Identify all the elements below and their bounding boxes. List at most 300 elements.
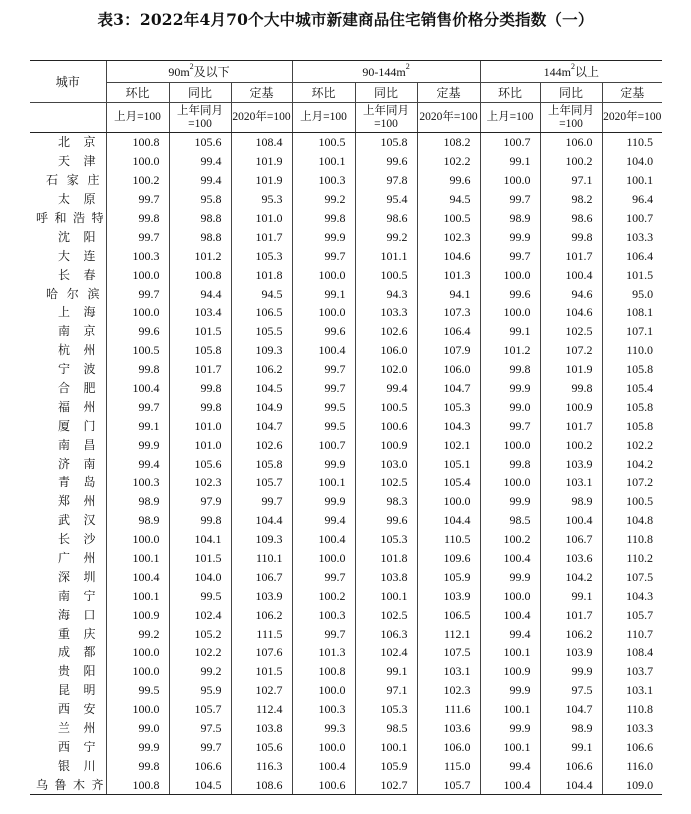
index-value-cell: 105.6	[231, 738, 292, 757]
index-value-cell: 104.6	[540, 303, 602, 322]
index-value-cell: 100.7	[480, 133, 540, 152]
city-name-cell: 海口	[58, 607, 96, 622]
index-value-cell: 99.1	[480, 322, 540, 341]
index-value-cell: 100.0	[106, 643, 169, 662]
index-value-cell: 105.6	[169, 454, 231, 473]
index-value-cell: 94.5	[417, 190, 480, 209]
index-value-cell: 100.5	[355, 265, 417, 284]
sub-header-fixed-base: 定基	[231, 83, 292, 103]
index-value-cell: 100.8	[292, 662, 355, 681]
index-value-cell: 99.2	[169, 662, 231, 681]
index-value-cell: 100.3	[106, 246, 169, 265]
index-value-cell: 103.0	[355, 454, 417, 473]
index-value-cell: 109.3	[231, 341, 292, 360]
index-value-cell: 99.6	[480, 284, 540, 303]
index-value-cell: 99.5	[292, 397, 355, 416]
index-value-cell: 99.7	[169, 738, 231, 757]
index-value-cell: 103.8	[231, 719, 292, 738]
index-value-cell: 95.9	[169, 681, 231, 700]
table-row	[30, 473, 662, 492]
index-value-cell: 100.1	[106, 549, 169, 568]
base-header-yoy: 上年同月=100	[169, 103, 231, 133]
index-value-cell: 99.7	[480, 416, 540, 435]
index-value-cell: 100.6	[292, 775, 355, 794]
index-value-cell: 98.8	[169, 209, 231, 228]
table-row	[30, 775, 662, 794]
index-value-cell: 100.0	[292, 303, 355, 322]
sub-header-mom: 环比	[106, 83, 169, 103]
index-value-cell: 100.4	[292, 756, 355, 775]
index-value-cell: 100.5	[602, 492, 662, 511]
index-value-cell: 103.9	[540, 454, 602, 473]
index-value-cell: 110.5	[602, 133, 662, 152]
index-value-cell: 101.9	[231, 171, 292, 190]
sub-header-yoy: 同比	[169, 83, 231, 103]
index-value-cell: 100.4	[106, 379, 169, 398]
index-value-cell: 94.1	[417, 284, 480, 303]
index-value-cell: 102.5	[540, 322, 602, 341]
index-value-cell: 95.0	[602, 284, 662, 303]
index-value-cell: 107.5	[417, 643, 480, 662]
index-value-cell: 94.4	[169, 284, 231, 303]
city-name-cell: 厦门	[58, 418, 96, 433]
index-value-cell: 100.1	[480, 700, 540, 719]
index-value-cell: 99.9	[106, 738, 169, 757]
index-value-cell: 99.7	[292, 567, 355, 586]
index-value-cell: 99.7	[292, 360, 355, 379]
index-value-cell: 100.1	[480, 738, 540, 757]
base-header-fixed: 2020年=100	[417, 103, 480, 133]
index-value-cell: 100.0	[106, 530, 169, 549]
index-value-cell: 98.9	[540, 719, 602, 738]
index-value-cell: 99.8	[480, 360, 540, 379]
index-value-cell: 100.3	[292, 171, 355, 190]
index-value-cell: 100.0	[480, 265, 540, 284]
table-row	[30, 190, 662, 209]
index-value-cell: 99.1	[355, 662, 417, 681]
index-value-cell: 103.4	[169, 303, 231, 322]
index-value-cell: 100.1	[355, 586, 417, 605]
index-value-cell: 102.2	[417, 152, 480, 171]
index-value-cell: 99.9	[292, 227, 355, 246]
index-value-cell: 95.3	[231, 190, 292, 209]
index-value-cell: 106.6	[540, 756, 602, 775]
table-row	[30, 530, 662, 549]
index-value-cell: 105.8	[602, 360, 662, 379]
index-value-cell: 103.3	[602, 227, 662, 246]
base-header-fixed: 2020年=100	[231, 103, 292, 133]
index-value-cell: 100.0	[480, 473, 540, 492]
index-value-cell: 101.8	[355, 549, 417, 568]
index-value-cell: 112.1	[417, 624, 480, 643]
index-value-cell: 100.0	[417, 492, 480, 511]
city-name-cell: 南昌	[58, 437, 96, 452]
sub-header-fixed-base: 定基	[602, 83, 662, 103]
index-value-cell: 108.1	[602, 303, 662, 322]
table-row	[30, 605, 662, 624]
index-value-cell: 99.7	[106, 190, 169, 209]
index-value-cell: 107.9	[417, 341, 480, 360]
index-value-cell: 103.3	[602, 719, 662, 738]
index-value-cell: 102.6	[355, 322, 417, 341]
index-value-cell: 99.8	[292, 209, 355, 228]
index-value-cell: 105.2	[169, 624, 231, 643]
index-value-cell: 99.2	[292, 190, 355, 209]
table-row	[30, 246, 662, 265]
index-value-cell: 106.0	[417, 360, 480, 379]
index-value-cell: 101.0	[169, 435, 231, 454]
table-row	[30, 567, 662, 586]
index-value-cell: 101.7	[540, 246, 602, 265]
sub-header-yoy: 同比	[540, 83, 602, 103]
index-value-cell: 106.6	[169, 756, 231, 775]
index-value-cell: 105.1	[417, 454, 480, 473]
index-value-cell: 106.2	[231, 605, 292, 624]
index-value-cell: 101.5	[169, 322, 231, 341]
index-value-cell: 99.4	[292, 511, 355, 530]
index-value-cell: 99.9	[480, 681, 540, 700]
index-value-cell: 105.8	[602, 416, 662, 435]
index-value-cell: 104.0	[602, 152, 662, 171]
table-header	[30, 61, 662, 133]
index-value-cell: 111.5	[231, 624, 292, 643]
index-value-cell: 99.4	[355, 379, 417, 398]
table-row	[30, 322, 662, 341]
index-value-cell: 99.9	[480, 492, 540, 511]
index-value-cell: 104.2	[602, 454, 662, 473]
table-row	[30, 360, 662, 379]
city-name-cell: 石家庄	[46, 173, 100, 188]
index-value-cell: 101.9	[231, 152, 292, 171]
index-value-cell: 104.5	[169, 775, 231, 794]
index-value-cell: 105.8	[355, 133, 417, 152]
index-value-cell: 97.1	[540, 171, 602, 190]
index-value-cell: 99.7	[231, 492, 292, 511]
index-value-cell: 106.0	[355, 341, 417, 360]
city-name-cell: 长沙	[58, 532, 96, 547]
table-row	[30, 511, 662, 530]
table-title: 表3：2022年4月70个大中城市新建商品住宅销售价格分类指数（一）	[97, 10, 594, 29]
index-value-cell: 110.1	[231, 549, 292, 568]
index-value-cell: 100.5	[417, 209, 480, 228]
index-value-cell: 99.6	[355, 511, 417, 530]
index-value-cell: 98.3	[355, 492, 417, 511]
index-value-cell: 106.3	[355, 624, 417, 643]
table-row	[30, 719, 662, 738]
sub-header-mom: 环比	[480, 83, 540, 103]
index-value-cell: 99.1	[292, 284, 355, 303]
index-value-cell: 100.5	[292, 133, 355, 152]
index-value-cell: 110.8	[602, 700, 662, 719]
city-name-cell: 成都	[58, 645, 96, 660]
index-value-cell: 101.3	[417, 265, 480, 284]
index-value-cell: 102.1	[417, 435, 480, 454]
index-value-cell: 104.4	[417, 511, 480, 530]
index-value-cell: 106.4	[602, 246, 662, 265]
table-row	[30, 303, 662, 322]
table-body	[30, 133, 662, 795]
city-name-cell: 哈尔滨	[46, 286, 100, 301]
index-value-cell: 104.1	[169, 530, 231, 549]
index-value-cell: 105.7	[417, 775, 480, 794]
index-value-cell: 98.8	[169, 227, 231, 246]
index-value-cell: 100.9	[355, 435, 417, 454]
index-value-cell: 105.7	[602, 605, 662, 624]
index-value-cell: 100.0	[106, 265, 169, 284]
index-value-cell: 100.0	[480, 586, 540, 605]
index-value-cell: 99.8	[540, 379, 602, 398]
index-value-cell: 103.1	[417, 662, 480, 681]
index-value-cell: 100.0	[292, 265, 355, 284]
base-header-mom: 上月=100	[106, 103, 169, 133]
index-value-cell: 116.3	[231, 756, 292, 775]
index-value-cell: 98.9	[540, 492, 602, 511]
index-value-cell: 106.0	[540, 133, 602, 152]
index-value-cell: 105.5	[231, 322, 292, 341]
index-value-cell: 95.4	[355, 190, 417, 209]
table-row	[30, 265, 662, 284]
index-value-cell: 98.6	[540, 209, 602, 228]
index-value-cell: 105.7	[231, 473, 292, 492]
index-value-cell: 99.6	[417, 171, 480, 190]
index-value-cell: 98.2	[540, 190, 602, 209]
city-name-cell: 北京	[58, 135, 96, 150]
index-value-cell: 106.4	[417, 322, 480, 341]
index-value-cell: 104.3	[417, 416, 480, 435]
base-header-mom: 上月=100	[480, 103, 540, 133]
index-value-cell: 108.4	[231, 133, 292, 152]
index-value-cell: 103.9	[417, 586, 480, 605]
index-value-cell: 101.9	[540, 360, 602, 379]
index-value-cell: 100.0	[480, 171, 540, 190]
index-value-cell: 94.3	[355, 284, 417, 303]
index-value-cell: 98.9	[106, 492, 169, 511]
index-value-cell: 99.8	[169, 379, 231, 398]
index-value-cell: 102.3	[417, 681, 480, 700]
index-value-cell: 99.7	[106, 227, 169, 246]
index-value-cell: 100.1	[602, 171, 662, 190]
index-value-cell: 99.6	[292, 322, 355, 341]
index-value-cell: 100.4	[106, 567, 169, 586]
group-header-small: $90m^2$及以下	[106, 61, 292, 83]
index-value-cell: 98.9	[480, 209, 540, 228]
city-name-cell: 太原	[58, 192, 96, 207]
index-value-cell: 101.0	[169, 416, 231, 435]
index-value-cell: 107.2	[602, 473, 662, 492]
city-name-cell: 合肥	[58, 381, 96, 396]
index-value-cell: 100.1	[292, 473, 355, 492]
index-value-cell: 99.2	[106, 624, 169, 643]
index-value-cell: 99.4	[169, 171, 231, 190]
index-value-cell: 102.4	[169, 605, 231, 624]
table-row	[30, 416, 662, 435]
index-value-cell: 100.8	[106, 775, 169, 794]
index-value-cell: 99.4	[480, 624, 540, 643]
index-value-cell: 100.3	[106, 473, 169, 492]
index-value-cell: 99.5	[169, 586, 231, 605]
index-value-cell: 99.3	[292, 719, 355, 738]
index-value-cell: 103.6	[540, 549, 602, 568]
index-value-cell: 100.5	[106, 341, 169, 360]
index-value-cell: 99.7	[480, 246, 540, 265]
sub-header-fixed-base: 定基	[417, 83, 480, 103]
index-value-cell: 99.7	[292, 379, 355, 398]
city-name-cell: 昆明	[58, 683, 96, 698]
index-value-cell: 99.7	[292, 624, 355, 643]
table-row	[30, 454, 662, 473]
index-value-cell: 102.7	[355, 775, 417, 794]
index-value-cell: 105.3	[355, 530, 417, 549]
price-index-table	[30, 60, 662, 795]
index-value-cell: 104.4	[231, 511, 292, 530]
index-value-cell: 100.0	[292, 738, 355, 757]
index-value-cell: 99.9	[480, 379, 540, 398]
table-row	[30, 586, 662, 605]
city-name-cell: 呼和浩特	[36, 211, 104, 225]
index-value-cell: 100.0	[106, 700, 169, 719]
index-value-cell: 99.9	[480, 227, 540, 246]
city-name-cell: 西安	[58, 702, 96, 717]
index-value-cell: 106.0	[417, 738, 480, 757]
index-value-cell: 100.8	[169, 265, 231, 284]
index-value-cell: 106.5	[231, 303, 292, 322]
index-value-cell: 104.6	[417, 246, 480, 265]
table-row	[30, 549, 662, 568]
table-row	[30, 492, 662, 511]
index-value-cell: 95.8	[169, 190, 231, 209]
index-value-cell: 100.7	[292, 435, 355, 454]
table-row	[30, 171, 662, 190]
city-name-cell: 天津	[58, 154, 96, 169]
index-value-cell: 99.6	[106, 322, 169, 341]
table-row	[30, 643, 662, 662]
index-value-cell: 99.4	[169, 152, 231, 171]
index-value-cell: 102.0	[355, 360, 417, 379]
index-value-cell: 105.8	[602, 397, 662, 416]
index-value-cell: 110.8	[602, 530, 662, 549]
index-value-cell: 99.4	[480, 756, 540, 775]
index-value-cell: 99.0	[480, 397, 540, 416]
index-value-cell: 97.5	[169, 719, 231, 738]
index-value-cell: 107.6	[231, 643, 292, 662]
city-name-cell: 兰州	[58, 721, 96, 736]
index-value-cell: 99.1	[480, 152, 540, 171]
index-value-cell: 108.4	[602, 643, 662, 662]
index-value-cell: 104.7	[417, 379, 480, 398]
index-value-cell: 106.2	[231, 360, 292, 379]
base-header-mom: 上月=100	[292, 103, 355, 133]
base-header-yoy: 上年同月=100	[355, 103, 417, 133]
index-value-cell: 103.1	[540, 473, 602, 492]
index-value-cell: 99.8	[169, 397, 231, 416]
index-value-cell: 102.5	[355, 473, 417, 492]
index-value-cell: 102.2	[602, 435, 662, 454]
index-value-cell: 109.0	[602, 775, 662, 794]
index-value-cell: 98.5	[355, 719, 417, 738]
index-value-cell: 101.2	[480, 341, 540, 360]
index-value-cell: 105.3	[417, 397, 480, 416]
index-value-cell: 99.9	[106, 435, 169, 454]
index-value-cell: 101.7	[540, 416, 602, 435]
index-value-cell: 104.3	[602, 586, 662, 605]
index-value-cell: 107.5	[602, 567, 662, 586]
index-value-cell: 96.4	[602, 190, 662, 209]
index-value-cell: 100.2	[540, 435, 602, 454]
city-name-cell: 深圳	[58, 569, 96, 584]
index-value-cell: 99.7	[480, 190, 540, 209]
table-row	[30, 341, 662, 360]
index-value-cell: 99.9	[292, 492, 355, 511]
index-value-cell: 106.6	[602, 738, 662, 757]
index-value-cell: 103.7	[602, 662, 662, 681]
index-value-cell: 110.7	[602, 624, 662, 643]
index-value-cell: 97.8	[355, 171, 417, 190]
sub-header-yoy: 同比	[355, 83, 417, 103]
index-value-cell: 107.1	[602, 322, 662, 341]
city-name-cell: 南京	[58, 324, 96, 339]
table-row	[30, 624, 662, 643]
index-value-cell: 106.5	[417, 605, 480, 624]
index-value-cell: 101.5	[602, 265, 662, 284]
index-value-cell: 100.3	[292, 605, 355, 624]
index-value-cell: 101.5	[169, 549, 231, 568]
index-value-cell: 101.8	[231, 265, 292, 284]
index-value-cell: 110.5	[417, 530, 480, 549]
index-value-cell: 105.8	[231, 454, 292, 473]
index-value-cell: 99.8	[106, 209, 169, 228]
base-header-fixed: 2020年=100	[602, 103, 662, 133]
index-value-cell: 105.9	[417, 567, 480, 586]
index-value-cell: 99.7	[106, 284, 169, 303]
index-value-cell: 108.6	[231, 775, 292, 794]
index-value-cell: 99.8	[106, 756, 169, 775]
index-value-cell: 101.0	[231, 209, 292, 228]
city-name-cell: 杭州	[58, 343, 96, 358]
index-value-cell: 99.8	[480, 454, 540, 473]
index-value-cell: 100.9	[106, 605, 169, 624]
table-row	[30, 397, 662, 416]
index-value-cell: 100.4	[292, 530, 355, 549]
index-value-cell: 103.8	[355, 567, 417, 586]
index-value-cell: 100.5	[355, 397, 417, 416]
index-value-cell: 100.9	[540, 397, 602, 416]
index-value-cell: 99.7	[106, 397, 169, 416]
index-value-cell: 111.6	[417, 700, 480, 719]
index-value-cell: 105.4	[417, 473, 480, 492]
index-value-cell: 99.8	[540, 227, 602, 246]
city-name-cell: 银川	[58, 758, 96, 773]
index-value-cell: 103.9	[231, 586, 292, 605]
table-row	[30, 379, 662, 398]
base-header-yoy: 上年同月=100	[540, 103, 602, 133]
table-row	[30, 681, 662, 700]
index-value-cell: 99.6	[355, 152, 417, 171]
index-value-cell: 100.1	[292, 152, 355, 171]
index-value-cell: 99.2	[355, 227, 417, 246]
index-value-cell: 100.2	[540, 152, 602, 171]
index-value-cell: 106.7	[231, 567, 292, 586]
index-value-cell: 102.5	[355, 605, 417, 624]
index-value-cell: 101.7	[231, 227, 292, 246]
group-header-medium: $90-144m^2$	[292, 61, 480, 83]
table-row	[30, 209, 662, 228]
index-value-cell: 100.4	[540, 511, 602, 530]
index-value-cell: 105.7	[169, 700, 231, 719]
city-name-cell: 宁波	[58, 362, 96, 377]
table-row	[30, 133, 662, 152]
index-value-cell: 100.2	[106, 171, 169, 190]
index-value-cell: 107.3	[417, 303, 480, 322]
